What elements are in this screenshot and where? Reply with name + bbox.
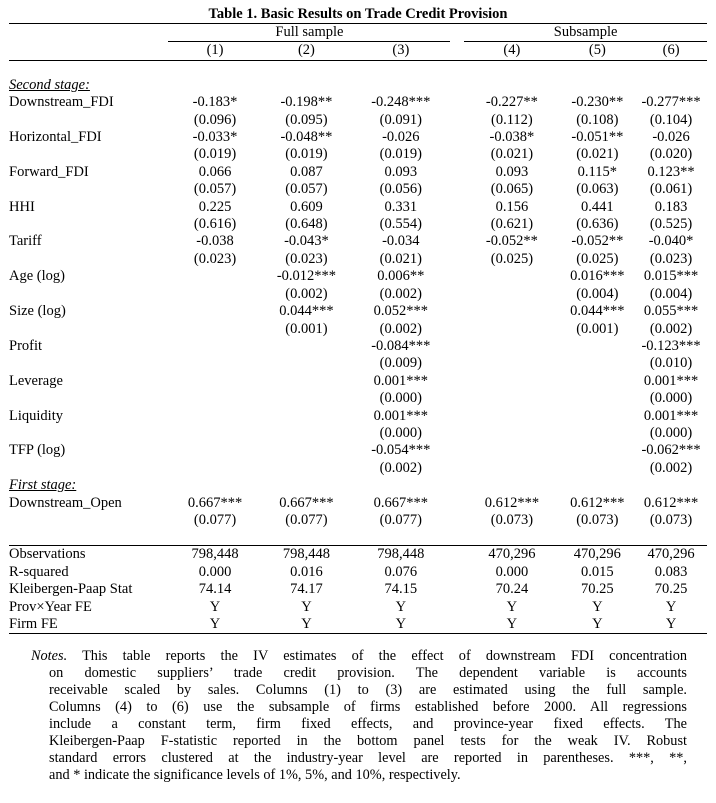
se-cell xyxy=(464,286,559,303)
stat-cell: Y xyxy=(635,616,707,634)
coef-row xyxy=(9,442,707,459)
coef-cell xyxy=(560,408,636,425)
stats-row xyxy=(9,599,707,616)
coef-cell: -0.043* xyxy=(284,233,329,250)
stat-cell: Y xyxy=(665,598,677,615)
coef-cell xyxy=(464,373,559,390)
coef-row xyxy=(9,373,707,390)
se-cell: (0.063) xyxy=(576,181,619,198)
coef-cell xyxy=(560,373,636,390)
coef-row xyxy=(9,303,707,320)
coef-cell: 0.612*** xyxy=(643,494,699,511)
stat-cell: Y xyxy=(592,598,603,615)
se-cell: (0.108) xyxy=(576,111,619,128)
stat-cell: Y xyxy=(168,616,261,634)
se-cell: (0.021) xyxy=(490,146,534,163)
se-row xyxy=(9,146,707,163)
se-cell: (0.020) xyxy=(649,146,693,163)
coef-cell: 0.055*** xyxy=(643,303,699,320)
se-cell: (0.073) xyxy=(576,511,619,528)
coef-cell: 0.093 xyxy=(495,163,529,180)
stat-cell: 74.14 xyxy=(198,581,232,598)
se-cell: (0.061) xyxy=(649,181,693,198)
se-cell xyxy=(464,390,559,407)
variable-label: Leverage xyxy=(9,372,63,389)
coef-cell: 0.052*** xyxy=(373,303,429,320)
coef-cell: 0.087 xyxy=(290,163,323,180)
coef-cell: 0.044*** xyxy=(570,303,625,320)
coef-row xyxy=(9,233,707,250)
coef-row xyxy=(9,164,707,181)
se-cell: (0.112) xyxy=(491,111,533,128)
variable-label: Age (log) xyxy=(9,268,65,285)
stat-cell: 0.015 xyxy=(581,563,614,580)
coef-cell: -0.038 xyxy=(196,233,234,250)
se-row xyxy=(9,460,707,477)
se-cell: (0.073) xyxy=(649,511,693,528)
se-cell: (0.025) xyxy=(490,250,534,267)
coef-cell xyxy=(262,442,351,459)
se-cell: (0.000) xyxy=(379,424,422,441)
variable-label: HHI xyxy=(9,198,35,215)
coef-cell: 0.001*** xyxy=(373,372,429,389)
stats-row xyxy=(9,546,707,564)
variable-label: Tariff xyxy=(9,233,42,250)
se-cell xyxy=(262,355,351,372)
coef-cell: 0.015*** xyxy=(643,268,699,285)
se-cell: (0.025) xyxy=(576,250,619,267)
coef-cell xyxy=(168,303,261,320)
coef-cell xyxy=(464,268,559,285)
se-cell: (0.095) xyxy=(285,111,328,128)
table-notes xyxy=(31,648,687,784)
regression-table-body xyxy=(9,24,707,634)
col-number: (1) xyxy=(168,42,261,60)
col-number: (4) xyxy=(464,42,559,60)
se-cell xyxy=(464,321,559,338)
se-cell: (0.019) xyxy=(285,146,328,163)
stat-label: R-squared xyxy=(9,563,69,580)
coef-cell: -0.051** xyxy=(571,129,624,146)
se-cell: (0.002) xyxy=(379,320,422,337)
se-cell: (0.073) xyxy=(490,511,534,528)
coef-cell xyxy=(464,442,559,459)
se-cell: (0.616) xyxy=(193,216,237,233)
coef-cell: -0.183* xyxy=(192,94,238,111)
coef-cell: 0.331 xyxy=(384,198,418,215)
regression-table xyxy=(9,23,707,634)
se-cell xyxy=(560,425,636,442)
se-cell: (0.065) xyxy=(490,181,534,198)
coef-cell: -0.198** xyxy=(280,94,333,111)
se-cell: (0.001) xyxy=(285,320,328,337)
col-number: (2) xyxy=(262,42,351,60)
se-row xyxy=(9,390,707,407)
stat-cell: 470,296 xyxy=(635,546,707,564)
notes-line: Kleibergen-Paap F-statistic reported in the bottom panel tests for the weak IV. Robust xyxy=(49,733,687,749)
coef-cell: 0.609 xyxy=(290,198,323,215)
coef-cell: 0.115* xyxy=(577,163,618,180)
coef-cell xyxy=(168,373,261,390)
stat-label: Kleibergen-Paap Stat xyxy=(9,581,133,598)
coef-cell: -0.227** xyxy=(485,94,538,111)
stat-cell: 70.24 xyxy=(495,581,529,598)
coef-cell: -0.052** xyxy=(485,233,538,250)
se-cell xyxy=(168,286,261,303)
coef-cell: 0.006** xyxy=(377,268,425,285)
first-stage-label: First stage: xyxy=(9,477,77,494)
se-cell: (0.023) xyxy=(649,250,693,267)
coef-row xyxy=(9,94,707,111)
coef-cell: -0.012*** xyxy=(276,268,337,285)
coef-cell: 0.441 xyxy=(581,198,614,215)
notes-line: include a constant term, firm fixed effects, and province-year fixed effects. The xyxy=(49,716,687,732)
coef-row xyxy=(9,268,707,285)
se-cell: (0.077) xyxy=(379,511,422,528)
coef-cell xyxy=(262,338,351,355)
coef-cell xyxy=(168,338,261,355)
header-blank xyxy=(9,24,168,42)
coef-cell xyxy=(168,408,261,425)
stats-row xyxy=(9,581,707,598)
se-cell: (0.000) xyxy=(649,424,693,441)
stats-row xyxy=(9,616,707,634)
variable-label: Downstream_Open xyxy=(9,494,122,511)
se-cell: (0.554) xyxy=(379,216,422,233)
coef-cell: -0.084*** xyxy=(371,337,431,354)
stat-label: Prov×Year FE xyxy=(9,598,92,615)
se-row xyxy=(9,512,707,529)
group-full-sample: Full sample xyxy=(168,24,450,42)
stat-cell: Y xyxy=(209,598,221,615)
se-cell xyxy=(464,425,559,442)
spacer-row xyxy=(9,60,707,77)
notes-line: Notes. This table reports the IV estimates of the effect of downstream FDI concentration xyxy=(31,648,687,664)
stat-cell: Y xyxy=(262,616,351,634)
coef-cell: 0.183 xyxy=(654,198,688,215)
coef-cell: 0.066 xyxy=(198,163,232,180)
coef-cell: 0.001*** xyxy=(643,407,699,424)
coef-cell xyxy=(168,268,261,285)
coef-cell xyxy=(464,408,559,425)
group-subsample: Subsample xyxy=(464,24,707,42)
notes-line: Columns (4) to (6) use the subsample of firms established before 2000. All regressions xyxy=(49,699,687,715)
variable-label: Horizontal_FDI xyxy=(9,129,102,146)
se-row xyxy=(9,112,707,129)
first-stage xyxy=(9,477,707,494)
stat-cell: 470,296 xyxy=(560,546,636,564)
stat-cell: Y xyxy=(560,616,636,634)
coef-cell: -0.123*** xyxy=(641,337,701,354)
se-cell: (0.648) xyxy=(285,216,328,233)
se-cell: (0.091) xyxy=(379,111,422,128)
coef-row xyxy=(9,338,707,355)
se-cell: (0.001) xyxy=(576,320,619,337)
coef-cell: -0.062*** xyxy=(641,442,701,459)
se-cell: (0.104) xyxy=(649,111,693,128)
variable-label: Forward_FDI xyxy=(9,163,89,180)
coef-row xyxy=(9,199,707,216)
se-cell: (0.004) xyxy=(576,285,619,302)
coef-cell xyxy=(464,338,559,355)
notes-line: receivable scaled by sales. Columns (1) to (3) are estimated using the full sample. xyxy=(49,682,687,698)
stat-cell: 0.000 xyxy=(495,563,529,580)
se-row xyxy=(9,251,707,268)
coef-cell: 0.612*** xyxy=(570,494,625,511)
col-number: (5) xyxy=(560,42,636,60)
coef-cell: -0.230** xyxy=(571,94,624,111)
se-cell: (0.057) xyxy=(193,181,237,198)
se-row xyxy=(9,286,707,303)
variable-label: Downstream_FDI xyxy=(9,94,114,111)
coef-cell: -0.052** xyxy=(571,233,624,250)
coef-cell: 0.667*** xyxy=(187,494,243,511)
se-cell xyxy=(464,355,559,372)
second-stage-label: Second stage: xyxy=(9,76,90,93)
se-cell: (0.004) xyxy=(649,285,693,302)
stat-cell: 70.25 xyxy=(581,581,614,598)
coef-cell: 0.016*** xyxy=(570,268,625,285)
variable-label: TFP (log) xyxy=(9,442,66,459)
coef-cell: 0.044*** xyxy=(279,303,334,320)
se-cell xyxy=(560,390,636,407)
coef-cell xyxy=(262,373,351,390)
stat-cell: Y xyxy=(301,598,312,615)
se-cell: (0.021) xyxy=(576,146,619,163)
notes-line: on domestic suppliers’ trade credit provision. The dependent variable is accounts xyxy=(49,665,687,681)
stat-cell: 0.076 xyxy=(384,563,418,580)
stat-cell: 70.25 xyxy=(654,581,688,598)
spacer-row xyxy=(9,529,707,546)
coef-cell: 0.667*** xyxy=(373,494,429,511)
coef-cell xyxy=(168,442,261,459)
column-number-row xyxy=(9,42,707,60)
coef-row xyxy=(9,129,707,146)
notes-label: Notes. xyxy=(31,648,68,664)
coef-cell: -0.248*** xyxy=(371,94,431,111)
se-row xyxy=(9,181,707,198)
se-row xyxy=(9,425,707,442)
col-number: (3) xyxy=(351,42,450,60)
se-cell: (0.010) xyxy=(649,355,693,372)
coef-cell: -0.040* xyxy=(648,233,694,250)
se-cell: (0.002) xyxy=(649,320,693,337)
se-cell: (0.019) xyxy=(379,146,422,163)
se-cell: (0.056) xyxy=(379,181,422,198)
se-cell xyxy=(464,460,559,477)
se-cell: (0.096) xyxy=(193,111,237,128)
se-cell xyxy=(262,425,351,442)
coef-cell: -0.026 xyxy=(652,129,690,146)
coef-cell: -0.277*** xyxy=(641,94,701,111)
coef-cell: -0.038* xyxy=(489,129,535,146)
stat-cell: Y xyxy=(395,598,407,615)
coef-cell: 0.001*** xyxy=(643,372,699,389)
se-row xyxy=(9,355,707,372)
stat-cell: Y xyxy=(351,616,450,634)
coef-cell: -0.054*** xyxy=(371,442,431,459)
se-cell: (0.009) xyxy=(379,355,422,372)
coef-cell: 0.612*** xyxy=(484,494,540,511)
stat-cell: 798,448 xyxy=(262,546,351,564)
stat-cell: 0.000 xyxy=(198,563,232,580)
coef-cell: 0.093 xyxy=(384,163,418,180)
coef-cell: -0.048** xyxy=(280,129,333,146)
stat-cell: Y xyxy=(464,616,559,634)
se-cell: (0.021) xyxy=(379,250,422,267)
coef-cell: 0.225 xyxy=(198,198,232,215)
se-row xyxy=(9,216,707,233)
variable-label: Profit xyxy=(9,337,43,354)
variable-label: Size (log) xyxy=(9,303,66,320)
coef-row xyxy=(9,408,707,425)
se-cell: (0.023) xyxy=(285,250,328,267)
se-cell xyxy=(168,321,261,338)
notes-line: and * indicate the significance levels of 1%, 5%, and 10%, respectively. xyxy=(49,767,461,783)
coef-row xyxy=(9,495,707,512)
se-cell: (0.002) xyxy=(379,459,422,476)
se-cell xyxy=(168,355,261,372)
stat-cell: 0.016 xyxy=(290,563,323,580)
coef-cell: 0.123** xyxy=(647,163,695,180)
stat-label: Observations xyxy=(9,546,168,564)
coef-cell: 0.001*** xyxy=(373,407,429,424)
se-cell: (0.002) xyxy=(285,285,328,302)
stat-cell: 798,448 xyxy=(351,546,450,564)
coef-cell xyxy=(560,338,636,355)
coef-cell: 0.156 xyxy=(495,198,529,215)
stat-cell: Y xyxy=(506,598,518,615)
coef-cell: -0.034 xyxy=(382,233,420,250)
se-cell: (0.525) xyxy=(649,216,693,233)
se-cell: (0.000) xyxy=(649,390,693,407)
se-row xyxy=(9,321,707,338)
stat-label: Firm FE xyxy=(9,616,168,634)
variable-label: Liquidity xyxy=(9,407,63,424)
se-cell xyxy=(560,355,636,372)
se-cell: (0.019) xyxy=(193,146,237,163)
stat-cell: 74.17 xyxy=(290,581,323,598)
coef-cell: 0.667*** xyxy=(279,494,334,511)
se-cell xyxy=(168,390,261,407)
col-number: (6) xyxy=(635,42,707,60)
stat-cell: 74.15 xyxy=(384,581,418,598)
se-cell: (0.621) xyxy=(490,216,534,233)
se-cell: (0.077) xyxy=(285,511,328,528)
se-cell xyxy=(168,425,261,442)
se-cell: (0.002) xyxy=(649,459,693,476)
second-stage xyxy=(9,77,707,94)
se-cell xyxy=(168,460,261,477)
se-cell: (0.002) xyxy=(379,285,422,302)
se-cell xyxy=(262,390,351,407)
se-cell: (0.636) xyxy=(576,216,619,233)
coef-cell xyxy=(262,408,351,425)
se-cell: (0.057) xyxy=(285,181,328,198)
se-cell: (0.023) xyxy=(193,250,237,267)
se-cell: (0.000) xyxy=(379,390,422,407)
coef-cell xyxy=(464,303,559,320)
stat-cell: 470,296 xyxy=(464,546,559,564)
stats-row xyxy=(9,564,707,581)
se-cell xyxy=(560,460,636,477)
se-cell: (0.077) xyxy=(193,511,237,528)
stat-cell: 798,448 xyxy=(168,546,261,564)
coef-cell: -0.026 xyxy=(382,129,420,146)
coef-cell xyxy=(560,442,636,459)
se-cell xyxy=(262,460,351,477)
stat-cell: 0.083 xyxy=(654,563,688,580)
table-title: Table 1. Basic Results on Trade Credit Provision xyxy=(208,6,508,22)
group-header-row xyxy=(9,24,707,42)
notes-line: standard errors clustered at the industry-year level are reported in parentheses. ***, **, xyxy=(49,750,687,766)
coef-cell: -0.033* xyxy=(192,129,238,146)
